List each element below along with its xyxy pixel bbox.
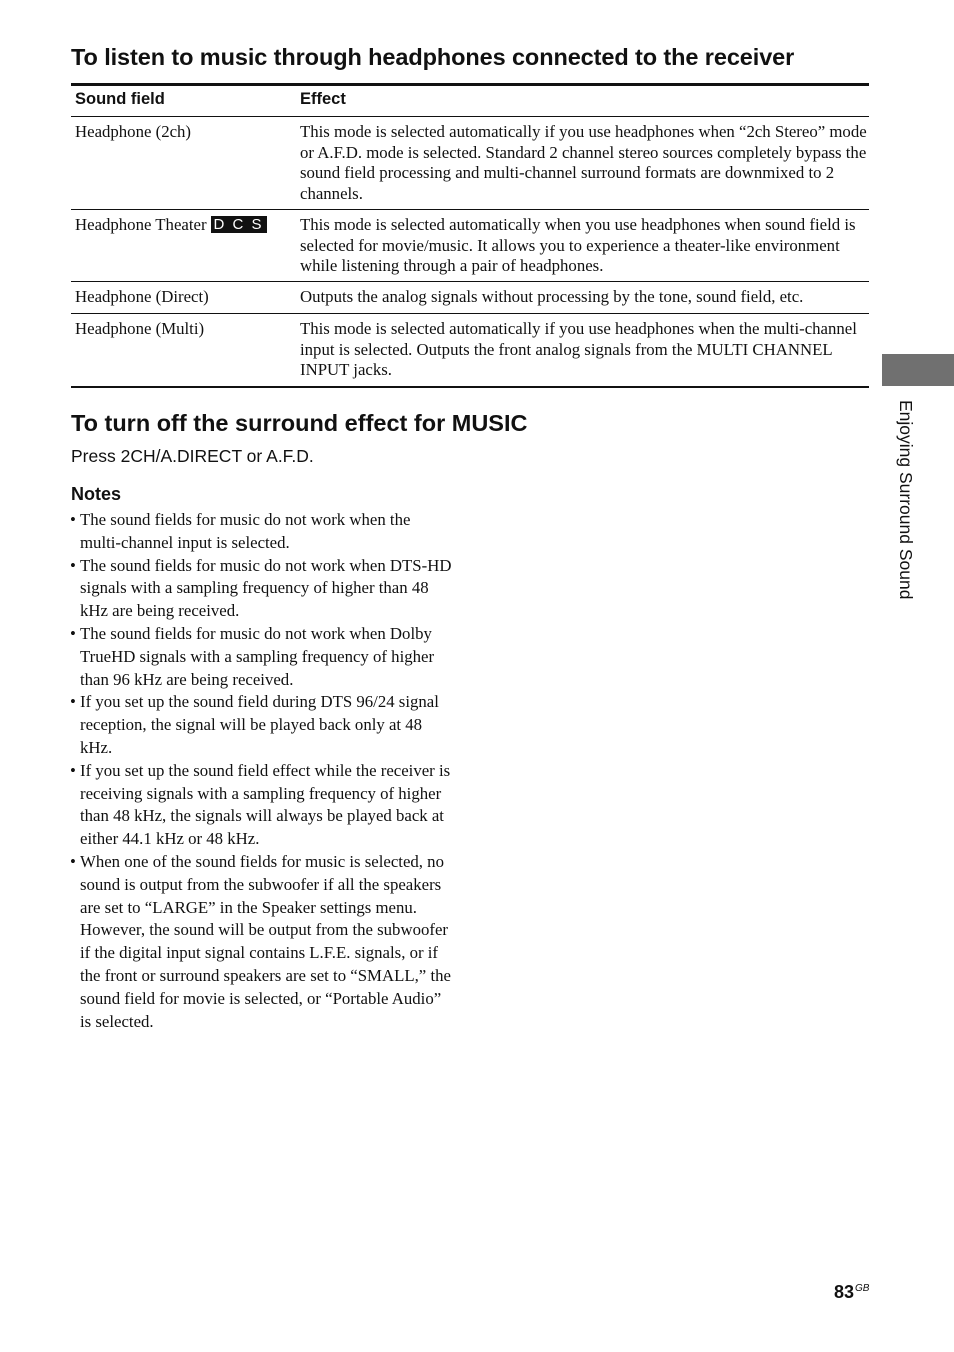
table-row-divider bbox=[71, 209, 869, 210]
note-text: The sound fields for music do not work when DTS-HD signals with a sampling frequency of higher than 48 kHz are being received. bbox=[80, 555, 452, 621]
table-row-3-field: Headphone (Direct) bbox=[75, 287, 209, 306]
list-item bbox=[70, 851, 452, 1033]
table-top-rule bbox=[71, 83, 869, 86]
notes-heading: Notes bbox=[71, 484, 122, 504]
chapter-side-label: Enjoying Surround Sound bbox=[896, 400, 916, 600]
list-item bbox=[70, 691, 452, 759]
chapter-tab-marker bbox=[882, 354, 954, 386]
bullet: • bbox=[70, 510, 76, 529]
list-item bbox=[70, 623, 452, 691]
note-text: The sound fields for music do not work when the multi-channel input is selected. bbox=[80, 510, 411, 552]
bullet: • bbox=[70, 851, 76, 871]
table-row-1-field: Headphone (2ch) bbox=[75, 122, 192, 141]
page-number-value: 83 bbox=[834, 1282, 855, 1302]
table-bottom-rule bbox=[71, 386, 869, 388]
table-row-divider bbox=[71, 313, 869, 314]
table-header-sound-field: Sound field bbox=[75, 90, 165, 108]
list-item bbox=[70, 760, 452, 851]
table-header-effect: Effect bbox=[300, 90, 346, 108]
note-text: If you set up the sound field effect while the receiver is receiving signals with a sampling frequency of higher than 48 kHz, the signals will always be played back at either 44.1 kHz or 48 kHz. bbox=[80, 760, 451, 849]
table-row-3-effect: Outputs the analog signals without processing by the tone, sound field, etc. bbox=[300, 287, 804, 306]
instruction-text: Press 2CH/A.DIRECT or A.F.D. bbox=[71, 446, 314, 466]
table-row-1-effect: This mode is selected automatically if you use headphones when “2ch Stereo” mode or A.F.D. mode is selected. Standard 2 channel stereo sources completely bypass the sound field processing and multi-channel surround formats are downmixed to 2 channels. bbox=[300, 122, 867, 203]
table-row-2-field-label: Headphone Theater bbox=[75, 215, 207, 234]
table-row-4-field: Headphone (Multi) bbox=[75, 319, 205, 338]
bullet: • bbox=[70, 692, 76, 712]
page-number bbox=[834, 1282, 869, 1303]
bullet: • bbox=[70, 760, 76, 780]
table-row-4-effect: This mode is selected automatically if you use headphones when the multi-channel input is selected. Outputs the front analog signals from the MULTI CHANNEL INPUT jacks. bbox=[300, 319, 857, 379]
list-item bbox=[70, 555, 452, 623]
table-row-divider bbox=[71, 281, 869, 282]
notes-list bbox=[70, 509, 452, 1033]
bullet: • bbox=[70, 623, 76, 643]
dcs-badge: D C S bbox=[211, 216, 267, 233]
note-text: If you set up the sound field during DTS 96/24 signal reception, the signal will be played back only at 48 kHz. bbox=[80, 692, 439, 757]
list-item bbox=[70, 509, 452, 555]
table-row-2-effect: This mode is selected automatically when you use headphones when sound field is selected for movie/music. It allows you to experience a theater-like environment while listening through a pair of headphones. bbox=[300, 215, 856, 275]
page-number-suffix: GB bbox=[855, 1283, 870, 1294]
table-header-rule bbox=[71, 116, 869, 117]
bullet: • bbox=[70, 555, 76, 575]
section-title-surround-off: To turn off the surround effect for MUSIC bbox=[71, 410, 528, 436]
section-title-headphones: To listen to music through headphones connected to the receiver bbox=[71, 44, 795, 70]
note-text: The sound fields for music do not work when Dolby TrueHD signals with a sampling frequency of higher than 96 kHz are being received. bbox=[80, 623, 435, 689]
note-text: When one of the sound fields for music is selected, no sound is output from the subwoofer if all the speakers are set to “LARGE” in the Speaker settings menu. However, the sound will be output from the subwoofer if the digital input signal contains L.F.E. signals, or if the front or surround speakers are set to “SMALL,” the sound field for movie is selected, or “Portable Audio” is selected. bbox=[80, 851, 451, 1031]
table-row-2-field bbox=[75, 215, 267, 236]
